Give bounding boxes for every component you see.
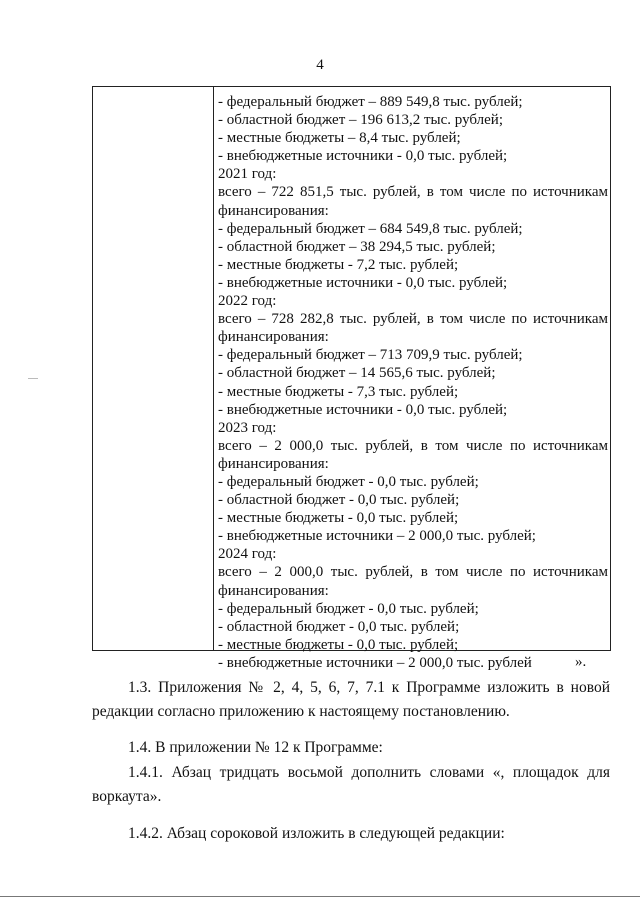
table-line: 2023 год: (218, 419, 277, 436)
table-line: всего – 722 851,5 тыс. рублей, в том числе по источникам (218, 184, 608, 201)
table-line: - внебюджетные источники - 0,0 тыс. рублей; (218, 401, 508, 418)
paragraph-1-3 (92, 676, 610, 724)
table-line: финансирования: (218, 582, 329, 599)
table-line: 2021 год: (218, 166, 277, 183)
financing-table (92, 86, 611, 671)
paragraph-1-3-text: 1.3. Приложения № 2, 4, 5, 6, 7, 7.1 к Программе изложить в новой редакции согласно приложению к настоящему постановлению. (92, 679, 610, 720)
table-line: - внебюджетные источники - 0,0 тыс. рублей; (218, 274, 508, 291)
table-line: - федеральный бюджет – 889 549,8 тыс. рублей; (218, 94, 523, 110)
table-line: 2024 год: (218, 546, 277, 563)
table-line: - внебюджетные источники – 2 000,0 тыс. рублей; (218, 528, 536, 545)
table-line: - федеральный бюджет - 0,0 тыс. рублей; (218, 600, 479, 617)
paragraph-1-4 (92, 736, 610, 760)
paragraph-1-4-1 (92, 761, 610, 809)
table-line: - внебюджетные источники - 0,0 тыс. рублей; (218, 148, 508, 165)
table-line: - местные бюджеты - 7,2 тыс. рублей; (218, 256, 459, 273)
table-line: - областной бюджет – 196 613,2 тыс. рублей; (218, 112, 503, 129)
paragraph-1-4-2 (92, 822, 610, 846)
table-line: финансирования: (218, 202, 329, 219)
page-number: 4 (316, 57, 324, 73)
table-line: - федеральный бюджет - 0,0 тыс. рублей; (218, 473, 479, 490)
paragraph-1-4-1-text: 1.4.1. Абзац тридцать восьмой дополнить словами «, площадок для воркаута». (92, 764, 610, 805)
table-line: 2022 год: (218, 293, 277, 310)
table-line: - областной бюджет – 38 294,5 тыс. рублей; (218, 238, 496, 255)
table-line: - областной бюджет - 0,0 тыс. рублей; (218, 618, 460, 635)
table-line: - местные бюджеты - 7,3 тыс. рублей; (218, 383, 459, 400)
margin-mark (28, 378, 38, 379)
table-line: - областной бюджет - 0,0 тыс. рублей; (218, 492, 460, 509)
table-line: - местные бюджеты – 8,4 тыс. рублей; (218, 130, 461, 147)
closing-quote: ». (575, 654, 587, 670)
table-line: финансирования: (218, 455, 329, 472)
table-line: всего – 2 000,0 тыс. рублей, в том числе по источникам (218, 564, 608, 581)
table-right-cell (218, 93, 608, 672)
table-line: - местные бюджеты - 0,0 тыс. рублей; (218, 510, 459, 527)
table-line: - местные бюджеты - 0,0 тыс. рублей; (218, 636, 459, 653)
table-line: - федеральный бюджет – 684 549,8 тыс. рублей; (218, 220, 523, 237)
table-line: финансирования: (218, 329, 329, 346)
table-line: всего – 2 000,0 тыс. рублей, в том числе по источникам (218, 437, 608, 454)
table-line: - областной бюджет – 14 565,6 тыс. рублей; (218, 365, 496, 382)
table-line: - федеральный бюджет – 713 709,9 тыс. рублей; (218, 347, 523, 364)
footer-rule (0, 896, 640, 897)
paragraph-1-4-2-text: 1.4.2. Абзац сороковой изложить в следующей редакции: (128, 825, 505, 842)
table-line: всего – 728 282,8 тыс. рублей, в том числе по источникам (218, 311, 608, 328)
table-column-divider (213, 87, 214, 650)
paragraph-1-4-text: 1.4. В приложении № 12 к Программе: (128, 739, 383, 756)
table-line: - внебюджетные источники – 2 000,0 тыс. рублей (218, 654, 532, 671)
